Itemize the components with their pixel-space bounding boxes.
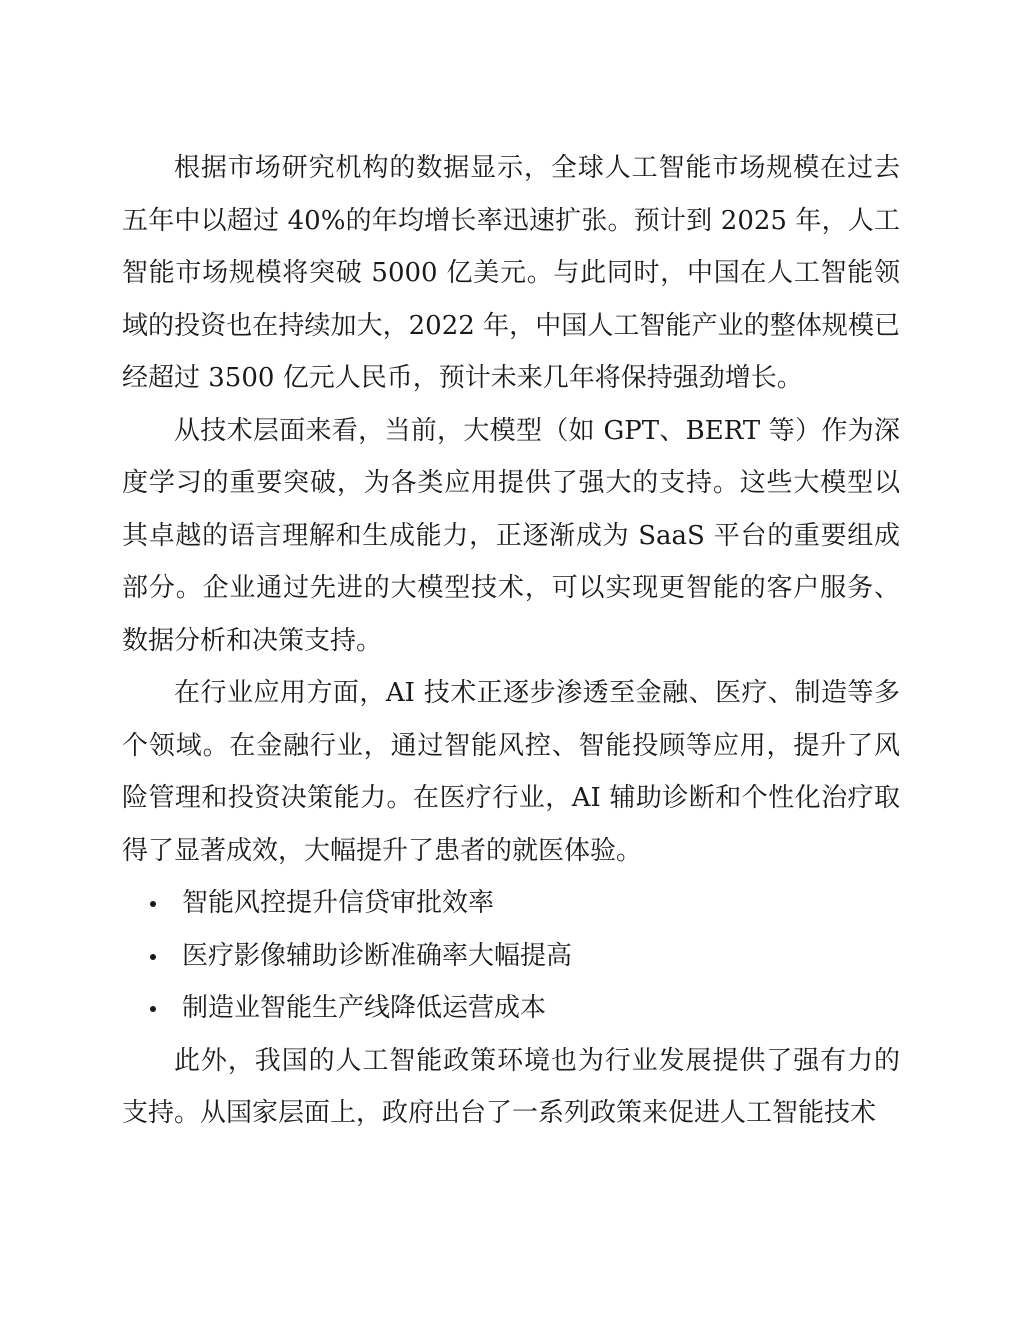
list-item-text: 智能风控提升信贷审批效率 <box>182 888 495 918</box>
list-item <box>122 877 900 930</box>
list-item-text: 制造业智能生产线降低运营成本 <box>182 993 547 1023</box>
bullet-icon <box>150 1006 156 1012</box>
list-item <box>122 982 900 1035</box>
paragraph-industry-applications: 在行业应用方面，AI 技术正逐步渗透至金融、医疗、制造等多个领域。在金融行业，通过智能风控、智能投顾等应用，提升了风险管理和投资决策能力。在医疗行业，AI 辅助诊断和个性化治疗取得了显著成效，大幅提升了患者的就医体验。 <box>122 678 900 866</box>
list-item <box>122 930 900 983</box>
paragraph-policy: 此外，我国的人工智能政策环境也为行业发展提供了强有力的支持。从国家层面上，政府出台了一系列政策来促进人工智能技术 <box>122 1045 900 1128</box>
document-body <box>122 142 900 1140</box>
application-bullet-list <box>122 877 900 1035</box>
list-item-text: 医疗影像辅助诊断准确率大幅提高 <box>182 940 573 971</box>
bullet-icon <box>150 901 156 907</box>
paragraph-technology: 从技术层面来看，当前，大模型（如 GPT、BERT 等）作为深度学习的重要突破，为各类应用提供了强大的支持。这些大模型以其卓越的语言理解和生成能力，正逐渐成为 SaaS 平台的重要组成部分。企业通过先进的大模型技术，可以实现更智能的客户服务、数据分析和决策支持。 <box>122 415 900 656</box>
paragraph-market-size: 根据市场研究机构的数据显示，全球人工智能市场规模在过去五年中以超过 40%的年均增长率迅速扩张。预计到 2025 年，人工智能市场规模将突破 5000 亿美元。与此同时，中国在人工智能领域的投资也在持续加大，2022 年，中国人工智能产业的整体规模已经超过 3500 亿元人民币，预计未来几年将保持强劲增长。 <box>122 153 900 393</box>
bullet-icon <box>150 954 156 960</box>
